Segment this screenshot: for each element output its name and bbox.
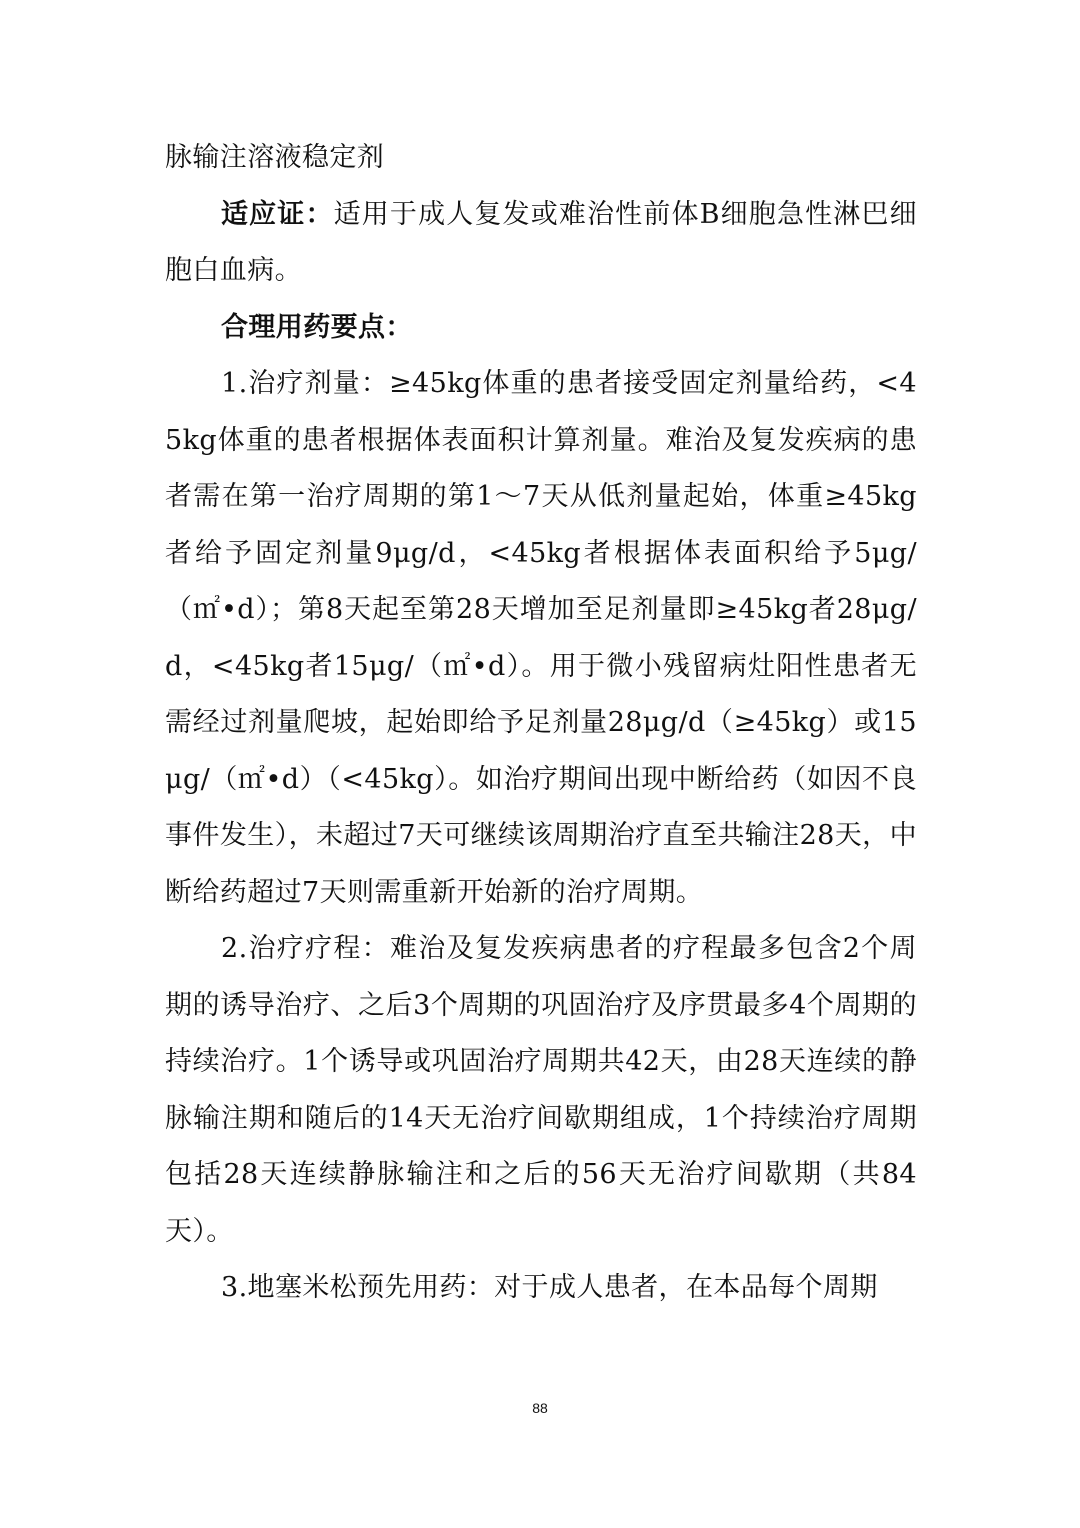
course-text: 2.治疗疗程：难治及复发疾病患者的疗程最多包含2个周期的诱导治疗、之后3个周期的巩固治疗及序贯最多4个周期的持续治疗。1个诱导或巩固治疗周期共42天，由28天连续的静脉输注期和随后的14天无治疗间歇期组成，1个持续治疗周期包括28天连续静脉输注和之后的56天无治疗间歇期（共84天）。 [165, 933, 917, 1247]
document-body [165, 130, 917, 1317]
indication-text: 适用于成人复发或难治性前体B细胞急性淋巴细胞白血病。 [165, 198, 917, 286]
premedication-paragraph [165, 1260, 917, 1317]
indication-paragraph [165, 187, 917, 300]
page-number: 88 [532, 1400, 548, 1416]
premedication-text: 3.地塞米松预先用药：对于成人患者，在本品每个周期 [221, 1272, 878, 1303]
continuation-paragraph [165, 130, 917, 187]
continuation-text: 脉输注溶液稳定剂 [165, 142, 385, 173]
indication-label: 适应证： [221, 198, 334, 230]
section-heading-text: 合理用药要点： [221, 311, 413, 343]
dosage-text: 1.治疗剂量：≥45kg体重的患者接受固定剂量给药，<45kg体重的患者根据体表面积计算剂量。难治及复发疾病的患者需在第一治疗周期的第1～7天从低剂量起始，体重≥45kg者给予固定剂量9μg/d，<45kg者根据体表面积给予5μg/（㎡•d）；第8天起至第28天增加至足剂量即≥45kg者28μg/d，<45kg者15μg/（㎡•d）。用于微小残留病灶阳性患者无需经过剂量爬坡，起始即给予足剂量28μg/d（≥45kg）或15μg/（㎡•d）（<45kg）。如治疗期间出现中断给药（如因不良事件发生），未超过7天可继续该周期治疗直至共输注28天，中断给药超过7天则需重新开始新的治疗周期。 [165, 368, 917, 908]
dosage-paragraph [165, 356, 917, 921]
section-heading [165, 300, 917, 357]
course-paragraph [165, 921, 917, 1260]
